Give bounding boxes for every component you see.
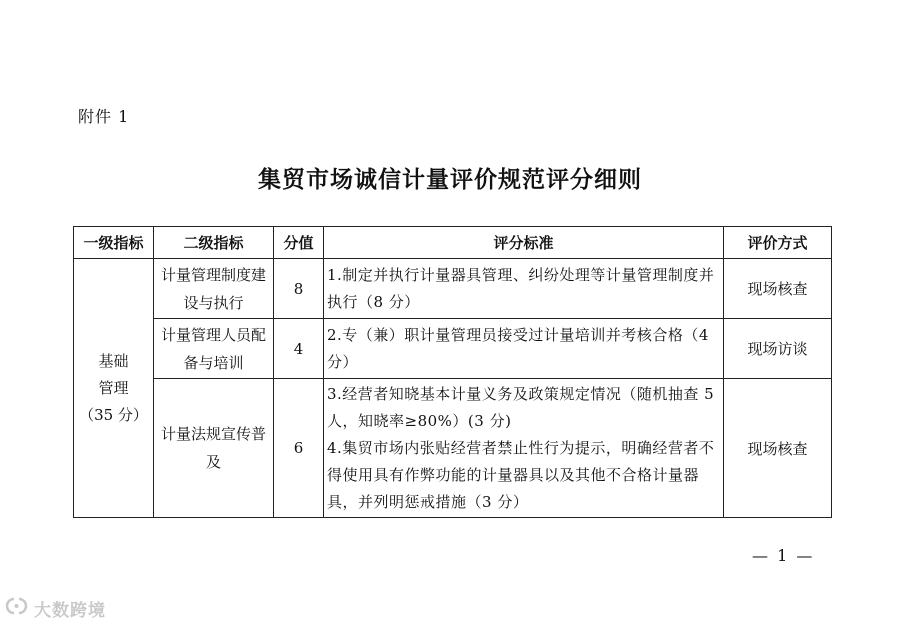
watermark (4, 596, 106, 621)
watermark-text: 大数跨境 (34, 601, 106, 621)
primary-indicator-cell (74, 259, 154, 518)
header-primary-indicator: 一级指标 (74, 227, 154, 259)
method-cell: 现场核查 (724, 379, 832, 518)
score-cell: 8 (274, 259, 324, 319)
table-row (74, 319, 832, 379)
criteria-item: 4.集贸市场内张贴经营者禁止性行为提示，明确经营者不得使用具有作弊功能的计量器具以及其他不合格计量器具，并列明惩戒措施（3 分） (327, 438, 715, 511)
brand-logo-icon (4, 596, 30, 621)
secondary-indicator-cell: 计量管理制度建设与执行 (154, 259, 274, 319)
criteria-cell (324, 259, 724, 319)
page-number: — 1 — (752, 546, 815, 565)
criteria-item: 3.经营者知晓基本计量义务及政策规定情况（随机抽查 5 人，知晓率≥80%）(3 分) (327, 384, 715, 430)
score-cell: 6 (274, 379, 324, 518)
header-score: 分值 (274, 227, 324, 259)
score-cell: 4 (274, 319, 324, 379)
table-row (74, 259, 832, 319)
attachment-label: 附件 1 (78, 107, 130, 126)
primary-indicator-score: （35 分） (79, 405, 148, 424)
criteria-item: 2.专（兼）职计量管理员接受过计量培训并考核合格（4 分） (327, 325, 709, 371)
header-method: 评价方式 (724, 227, 832, 259)
criteria-cell (324, 379, 724, 518)
table-header-row (74, 227, 832, 259)
method-cell: 现场访谈 (724, 319, 832, 379)
scoring-table (73, 226, 832, 518)
method-cell: 现场核查 (724, 259, 832, 319)
primary-indicator-line: 基础 (98, 351, 129, 370)
criteria-cell (324, 319, 724, 379)
header-secondary-indicator: 二级指标 (154, 227, 274, 259)
secondary-indicator-cell: 计量法规宣传普及 (154, 379, 274, 518)
criteria-item: 1.制定并执行计量器具管理、纠纷处理等计量管理制度并执行（8 分） (327, 265, 715, 311)
table-row (74, 379, 832, 518)
primary-indicator-line: 管理 (98, 378, 129, 397)
document-title: 集贸市场诚信计量评价规范评分细则 (258, 167, 642, 193)
header-criteria: 评分标准 (324, 227, 724, 259)
secondary-indicator-cell: 计量管理人员配备与培训 (154, 319, 274, 379)
